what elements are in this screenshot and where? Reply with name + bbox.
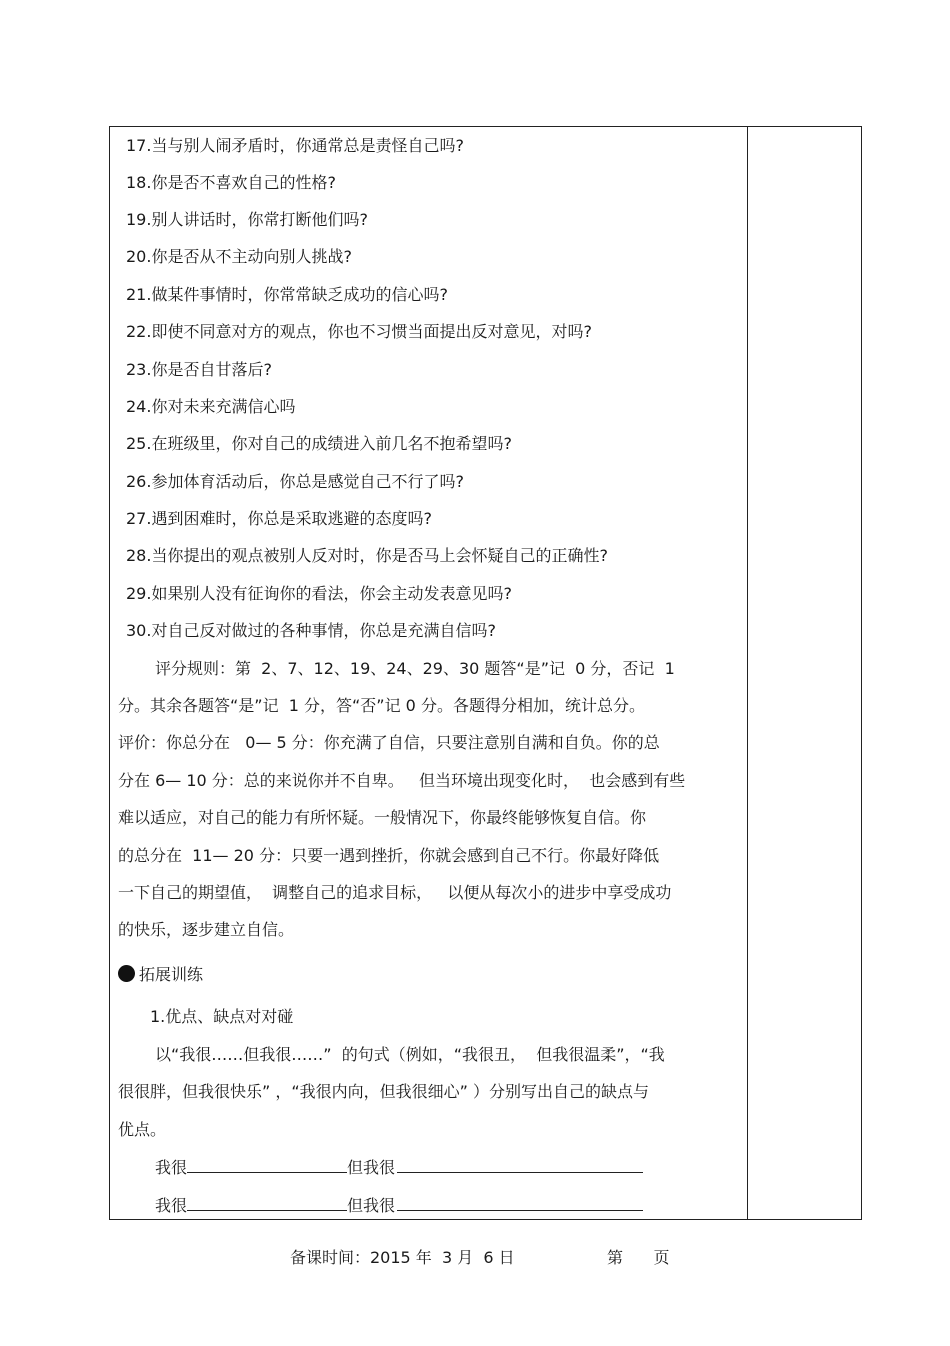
evaluation-line: 难以适应，对自己的能力有所怀疑。一般情况下，你最终能够恢复自信。你 bbox=[118, 808, 647, 827]
answer-blank[interactable] bbox=[187, 1196, 347, 1211]
scoring-rule-line: 评分规则：第 2、7、12、19、24、29、30 题答“是”记 0 分，否记 1 bbox=[155, 659, 675, 678]
evaluation-line: 的快乐，逐步建立自信。 bbox=[118, 920, 295, 939]
question-25: 25.在班级里，你对自己的成绩进入前几名不抱希望吗? bbox=[126, 434, 512, 453]
question-30: 30.对自己反对做过的各种事情，你总是充满自信吗? bbox=[126, 621, 496, 640]
question-23: 23.你是否自甘落后? bbox=[126, 360, 272, 379]
fill-in-row: 我很 但我很 bbox=[155, 1196, 643, 1216]
instruction-line: 以“我很……但我很……” 的句式（例如，“我很丑， 但我很温柔”，“我 bbox=[155, 1045, 665, 1064]
evaluation-line: 的总分在 11— 20 分：只要一遇到挫折，你就会感到自己不行。你最好降低 bbox=[118, 846, 660, 865]
question-29: 29.如果别人没有征询你的看法，你会主动发表意见吗? bbox=[126, 584, 512, 603]
evaluation-line: 评价：你总分在 0— 5 分：你充满了自信，只要注意别自满和自负。你的总 bbox=[118, 733, 660, 752]
question-22: 22.即使不同意对方的观点，你也不习惯当面提出反对意见，对吗? bbox=[126, 322, 592, 341]
question-21: 21.做某件事情时，你常常缺乏成功的信心吗? bbox=[126, 285, 448, 304]
question-26: 26.参加体育活动后，你总是感觉自己不行了吗? bbox=[126, 472, 464, 491]
fill-in-row: 我很 但我很 bbox=[155, 1158, 643, 1178]
section-heading: 拓展训练 bbox=[118, 965, 203, 985]
question-18: 18.你是否不喜欢自己的性格? bbox=[126, 173, 336, 192]
evaluation-line: 分在 6— 10 分：总的来说你并不自卑。 但当环境出现变化时， 也会感到有些 bbox=[118, 771, 686, 790]
evaluation-line: 一下自己的期望值， 调整自己的追求目标， 以便从每次小的进步中享受成功 bbox=[118, 883, 672, 902]
question-28: 28.当你提出的观点被别人反对时，你是否马上会怀疑自己的正确性? bbox=[126, 546, 608, 565]
answer-blank[interactable] bbox=[187, 1158, 347, 1173]
scoring-rule-line: 分。其余各题答“是”记 1 分，答“否”记 0 分。各题得分相加，统计总分。 bbox=[118, 696, 645, 715]
instruction-line: 优点。 bbox=[118, 1120, 167, 1139]
page-number: 第 页 bbox=[607, 1248, 670, 1267]
question-19: 19.别人讲话时，你常打断他们吗? bbox=[126, 210, 368, 229]
instruction-line: 很很胖，但我很快乐” ，“我很内向，但我很细心” ）分别写出自己的缺点与 bbox=[118, 1082, 650, 1101]
answer-blank[interactable] bbox=[397, 1158, 643, 1173]
notes-column-divider bbox=[747, 126, 748, 1220]
bullet-icon bbox=[118, 965, 135, 982]
question-27: 27.遇到困难时，你总是采取逃避的态度吗? bbox=[126, 509, 432, 528]
prep-time: 备课时间：2015 年 3 月 6 日 bbox=[290, 1248, 515, 1267]
section-subheading: 1.优点、缺点对对碰 bbox=[150, 1007, 294, 1026]
question-24: 24.你对未来充满信心吗 bbox=[126, 397, 296, 416]
question-20: 20.你是否从不主动向别人挑战? bbox=[126, 247, 352, 266]
question-17: 17.当与别人闹矛盾时，你通常总是责怪自己吗? bbox=[126, 136, 464, 155]
answer-blank[interactable] bbox=[397, 1196, 643, 1211]
